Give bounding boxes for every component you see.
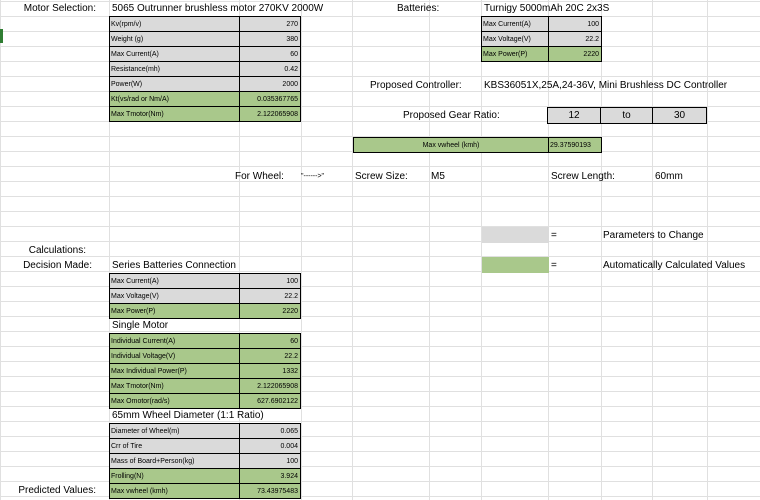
decision-made-label: Decision Made:	[23, 259, 92, 271]
proposed-controller-label: Proposed Controller:	[370, 79, 462, 91]
gear-ratio-low[interactable]: 12	[547, 107, 601, 124]
motor-kt-label[interactable]: Kt(vs/rad or Nm/A)	[109, 91, 240, 107]
battery-max-current-value[interactable]: 100	[548, 16, 602, 32]
battery-max-current-label[interactable]: Max Current(A)	[481, 16, 549, 32]
series-max-voltage-label[interactable]: Max Voltage(V)	[109, 288, 240, 304]
wheel-diameter-value[interactable]: 0.065	[239, 423, 301, 439]
selected-cell-indicator	[0, 29, 3, 43]
single-motor-title: Single Motor	[112, 319, 169, 331]
predicted-values-label: Predicted Values:	[18, 484, 96, 496]
max-wheel-value[interactable]: 29.37590193	[548, 137, 602, 153]
wheel-crr-label[interactable]: Crr of Tire	[109, 438, 240, 454]
gear-ratio-to: to	[600, 107, 653, 124]
legend-gray-swatch	[482, 227, 549, 243]
battery-title[interactable]: Turnigy 5000mAh 20C 2x3S	[484, 2, 610, 14]
motor-kt-value[interactable]: 0.035367765	[239, 91, 301, 107]
wheel-mass-value[interactable]: 100	[239, 453, 301, 469]
legend-green-swatch	[482, 257, 549, 273]
gear-ratio-high[interactable]: 30	[652, 107, 707, 124]
series-max-power-label[interactable]: Max Power(P)	[109, 303, 240, 319]
motor-title[interactable]: 5065 Outrunner brushless motor 270KV 2000W	[112, 2, 324, 14]
wheel-crr-value[interactable]: 0.004	[239, 438, 301, 454]
batteries-label: Batteries:	[397, 2, 440, 14]
calculations-label: Calculations:	[28, 244, 86, 256]
single-power-label[interactable]: Max Individual Power(P)	[109, 363, 240, 379]
series-title: Series Batteries Connection	[112, 259, 236, 271]
battery-max-power-value[interactable]: 2220	[548, 46, 602, 62]
single-voltage-label[interactable]: Individual Voltage(V)	[109, 348, 240, 364]
max-wheel-label[interactable]: Max vwheel (kmh)	[353, 137, 549, 153]
wheel-diameter-label[interactable]: Diameter of Wheel(m)	[109, 423, 240, 439]
legend-change-text: Parameters to Change	[603, 229, 704, 241]
motor-max-tmotor-label[interactable]: Max Tmotor(Nm)	[109, 106, 240, 122]
wheel-max-vwheel-label[interactable]: Max vwheel (kmh)	[109, 483, 240, 499]
motor-max-current-label[interactable]: Max Current(A)	[109, 46, 240, 62]
single-omotor-value[interactable]: 627.6902122	[239, 393, 301, 409]
legend-green-eq: =	[551, 259, 557, 271]
battery-max-power-label[interactable]: Max Power(P)	[481, 46, 549, 62]
motor-selection-label: Motor Selection:	[23, 2, 96, 14]
battery-max-voltage-label[interactable]: Max Voltage(V)	[481, 31, 549, 47]
screw-size-label: Screw Size:	[355, 170, 408, 182]
motor-power-label[interactable]: Power(W)	[109, 76, 240, 92]
wheel-title: 65mm Wheel Diameter (1:1 Ratio)	[112, 409, 264, 421]
wheel-max-vwheel-value[interactable]: 73.43975483	[239, 483, 301, 499]
motor-weight-label[interactable]: Weight (g)	[109, 31, 240, 47]
single-omotor-label[interactable]: Max Omotor(rad/s)	[109, 393, 240, 409]
screw-length-value[interactable]: 60mm	[655, 170, 683, 182]
single-current-value[interactable]: 60	[239, 333, 301, 349]
legend-auto-text: Automatically Calculated Values	[603, 259, 746, 271]
series-max-current-label[interactable]: Max Current(A)	[109, 273, 240, 289]
battery-max-voltage-value[interactable]: 22.2	[548, 31, 602, 47]
controller-value[interactable]: KBS36051X,25A,24-36V, Mini Brushless DC Controller	[484, 79, 728, 91]
single-power-value[interactable]: 1332	[239, 363, 301, 379]
screw-size-value[interactable]: M5	[431, 170, 445, 182]
series-max-current-value[interactable]: 100	[239, 273, 301, 289]
legend-gray-eq: =	[551, 229, 557, 241]
motor-kv-value[interactable]: 270	[239, 16, 301, 32]
motor-resistance-label[interactable]: Resistance(mh)	[109, 61, 240, 77]
series-max-power-value[interactable]: 2220	[239, 303, 301, 319]
proposed-gear-ratio-label: Proposed Gear Ratio:	[403, 109, 500, 121]
wheel-frolling-value[interactable]: 3.924	[239, 468, 301, 484]
motor-weight-value[interactable]: 380	[239, 31, 301, 47]
motor-max-tmotor-value[interactable]: 2.122065908	[239, 106, 301, 122]
single-tmotor-value[interactable]: 2.122065908	[239, 378, 301, 394]
single-tmotor-label[interactable]: Max Tmotor(Nm)	[109, 378, 240, 394]
arrow-text: "------>"	[301, 173, 325, 180]
motor-kv-label[interactable]: Kv(rpm/v)	[109, 16, 240, 32]
motor-resistance-value[interactable]: 0.42	[239, 61, 301, 77]
wheel-mass-label[interactable]: Mass of Board+Person(kg)	[109, 453, 240, 469]
wheel-frolling-label[interactable]: Frolling(N)	[109, 468, 240, 484]
screw-length-label: Screw Length:	[551, 170, 615, 182]
single-current-label[interactable]: Individual Current(A)	[109, 333, 240, 349]
for-wheel-label: For Wheel:	[235, 170, 284, 182]
single-voltage-value[interactable]: 22.2	[239, 348, 301, 364]
motor-power-value[interactable]: 2000	[239, 76, 301, 92]
series-max-voltage-value[interactable]: 22.2	[239, 288, 301, 304]
motor-max-current-value[interactable]: 60	[239, 46, 301, 62]
